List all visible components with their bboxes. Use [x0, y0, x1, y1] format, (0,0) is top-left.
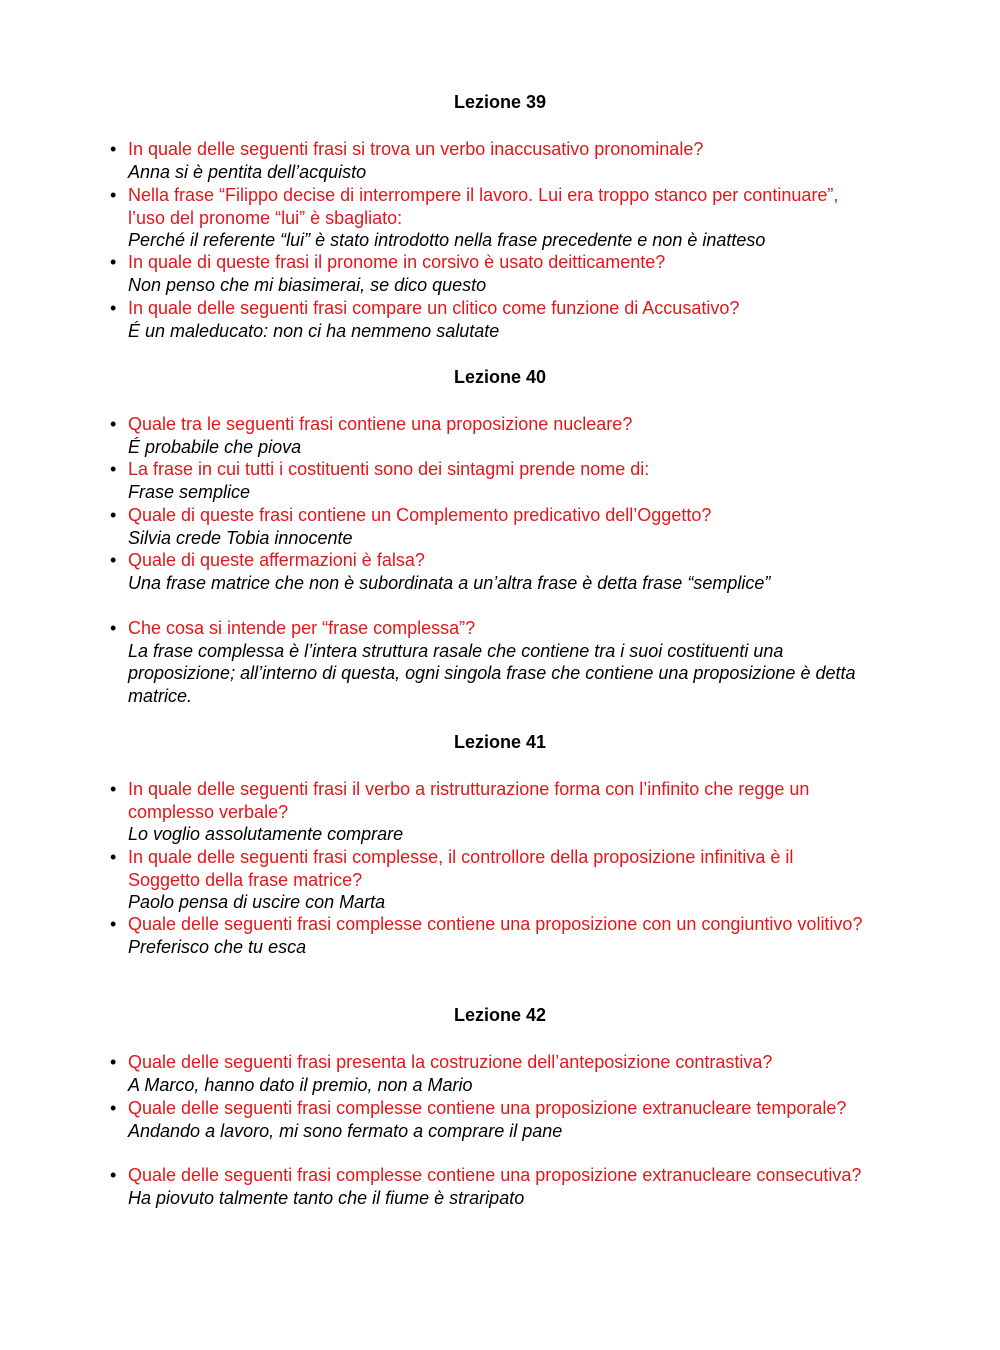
bullet-icon: • — [110, 550, 117, 570]
answer-text: Paolo pensa di uscire con Marta — [128, 892, 386, 912]
question-text: Quale delle seguenti frasi presenta la costruzione dell’anteposizione contrastiva? — [128, 1052, 773, 1072]
question-text: In quale delle seguenti frasi compare un clitico come funzione di Accusativo? — [128, 298, 740, 318]
bullet-icon: • — [110, 459, 117, 479]
list-item — [110, 913, 868, 958]
answer-text: A Marco, hanno dato il premio, non a Mario — [128, 1074, 473, 1095]
question-text: In quale di queste frasi il pronome in corsivo è usato deitticamente? — [128, 252, 666, 272]
question-text: In quale delle seguenti frasi il verbo a ristrutturazione forma con l’infinito che regge un complesso verbale? — [128, 779, 810, 822]
bullet-icon: • — [110, 414, 117, 434]
list-item — [110, 504, 868, 549]
answer-text: É un maleducato: non ci ha nemmeno salutate — [128, 320, 500, 341]
answer-text: Ha piovuto talmente tanto che il fiume è straripato — [128, 1187, 525, 1208]
question-text: La frase in cui tutti i costituenti sono dei sintagmi prende nome di: — [128, 459, 650, 479]
answer-text: Anna si è pentita dell’acquisto — [128, 161, 367, 182]
bullet-icon: • — [110, 298, 117, 318]
list-item — [110, 1164, 868, 1209]
list-item — [110, 297, 868, 342]
list-item — [110, 458, 868, 503]
bullet-icon: • — [110, 139, 117, 159]
question-text: Quale delle seguenti frasi complesse contiene una proposizione con un congiuntivo volitivo? — [128, 914, 863, 934]
question-text: Quale di queste affermazioni è falsa? — [128, 550, 425, 570]
list-item — [110, 413, 868, 458]
bullet-icon: • — [110, 185, 117, 205]
list-item — [110, 1097, 868, 1142]
bullet-icon: • — [110, 914, 117, 934]
bullet-icon: • — [110, 1165, 117, 1185]
question-text: Quale tra le seguenti frasi contiene una proposizione nucleare? — [128, 414, 633, 434]
list-item — [110, 251, 868, 296]
question-text: Quale delle seguenti frasi complesse contiene una proposizione extranucleare consecutiva? — [128, 1165, 862, 1185]
question-text: In quale delle seguenti frasi complesse, il controllore della proposizione infinitiva è il Soggetto della frase matrice? — [128, 847, 794, 890]
question-text: Nella frase “Filippo decise di interrompere il lavoro. Lui era troppo stanco per continuare”, l’uso del pronome “lui” è sbagliato: — [128, 185, 839, 228]
section-title: Lezione 42 — [453, 1005, 547, 1025]
bullet-icon: • — [110, 505, 117, 525]
answer-text: Andando a lavoro, mi sono fermato a comprare il pane — [128, 1120, 563, 1141]
bullet-icon: • — [110, 252, 117, 272]
section-title: Lezione 40 — [453, 367, 547, 387]
answer-text: Frase semplice — [128, 481, 251, 502]
bullet-icon: • — [110, 618, 117, 638]
list-item — [110, 184, 868, 252]
section-title: Lezione 39 — [453, 92, 547, 112]
list-item — [110, 617, 868, 707]
list-item — [110, 1051, 868, 1096]
bullet-icon: • — [110, 1052, 117, 1072]
answer-text: Silvia crede Tobia innocente — [128, 527, 353, 548]
answer-text: Lo voglio assolutamente comprare — [128, 824, 404, 844]
answer-text: La frase complessa è l’intera struttura rasale che contiene tra i suoi costituenti una proposizione; all’interno di questa, ogni singola frase che contiene una proposizione è detta matrice. — [128, 640, 856, 706]
answer-text: Non penso che mi biasimerai, se dico questo — [128, 274, 487, 295]
answer-text: É probabile che piova — [128, 436, 302, 457]
list-item — [110, 846, 868, 914]
bullet-icon: • — [110, 847, 117, 867]
answer-text: Perché il referente “lui” è stato introdotto nella frase precedente e non è inatteso — [128, 230, 766, 250]
list-item — [110, 138, 868, 183]
list-item — [110, 778, 868, 846]
answer-text: Preferisco che tu esca — [128, 936, 307, 957]
section-title: Lezione 41 — [453, 732, 547, 752]
question-text: Quale di queste frasi contiene un Complemento predicativo dell’Oggetto? — [128, 505, 712, 525]
bullet-icon: • — [110, 1098, 117, 1118]
answer-text: Una frase matrice che non è subordinata a un’altra frase è detta frase “semplice” — [128, 572, 771, 593]
question-text: Quale delle seguenti frasi complesse contiene una proposizione extranucleare temporale? — [128, 1098, 847, 1118]
question-text: Che cosa si intende per “frase complessa”? — [128, 618, 476, 638]
list-item — [110, 549, 868, 594]
bullet-icon: • — [110, 779, 117, 799]
question-text: In quale delle seguenti frasi si trova un verbo inaccusativo pronominale? — [128, 139, 704, 159]
